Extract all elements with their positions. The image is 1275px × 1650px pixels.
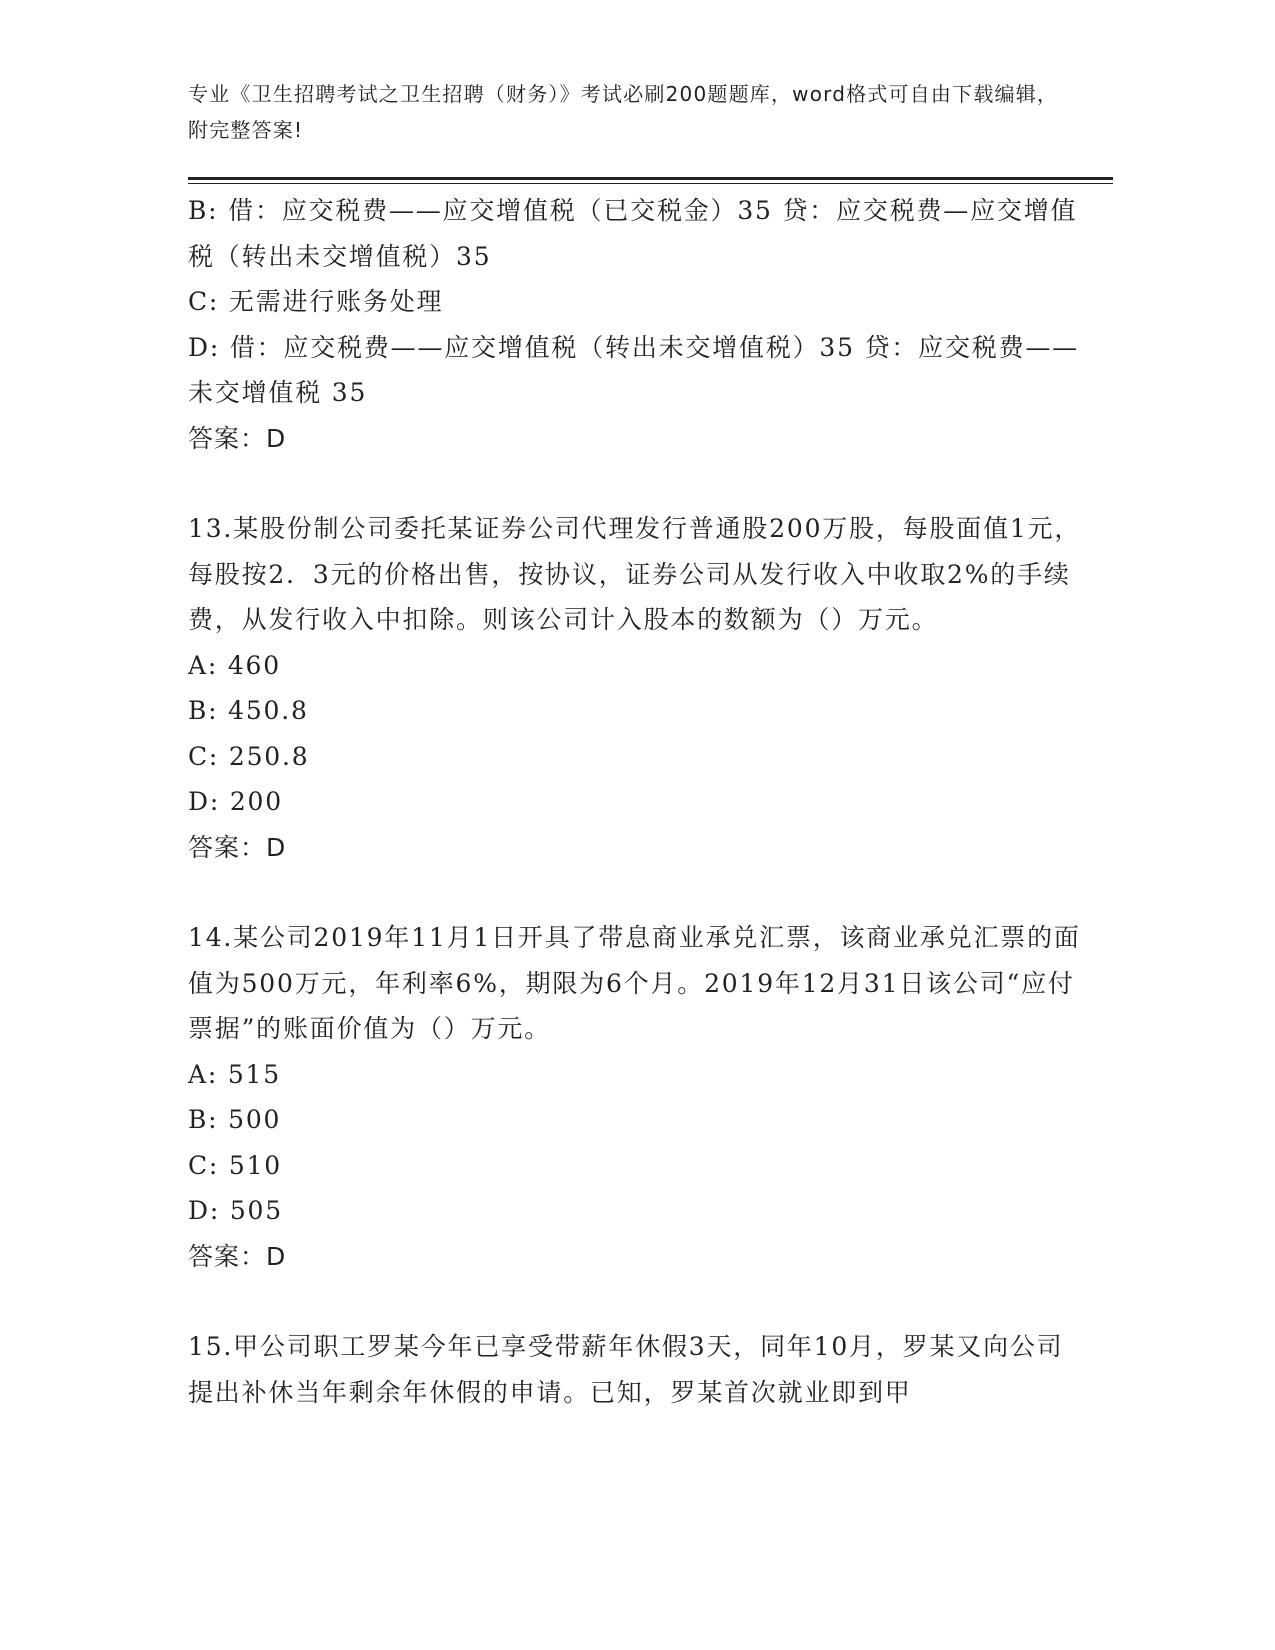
question-text: 14.某公司2019年11月1日开具了带息商业承兑汇票，该商业承兑汇票的面值为500万元，年利率6%，期限为6个月。2019年12月31日该公司“应付票据”的账面价值为（）万元。 bbox=[188, 923, 1081, 1043]
option-b: B: 500 bbox=[188, 1105, 282, 1134]
question-14 bbox=[188, 915, 1088, 1279]
option-d: D: 200 bbox=[188, 787, 283, 816]
page-header: 专业《卫生招聘考试之卫生招聘（财务）》考试必刷200题题库，word格式可自由下载编辑，附完整答案! bbox=[188, 82, 1059, 142]
option-b: B: 450.8 bbox=[188, 696, 309, 725]
option-b: B: 借：应交税费——应交增值税（已交税金）35 贷：应交税费—应交增值税（转出未交增值税）35 bbox=[188, 196, 1078, 271]
option-a: A: 515 bbox=[188, 1059, 281, 1089]
answer: 答案：D bbox=[188, 832, 287, 862]
question-12-continued bbox=[188, 188, 1088, 461]
question-text: 15.甲公司职工罗某今年已享受带薪年休假3天，同年10月，罗某又向公司提出补休当年剩余年休假的申请。已知，罗某首次就业即到甲 bbox=[188, 1332, 1064, 1407]
question-13 bbox=[188, 506, 1088, 870]
question-text: 13.某股份制公司委托某证券公司代理发行普通股200万股，每股面值1元，每股按2．3元的价格出售，按协议，证券公司从发行收入中收取2%的手续费，从发行收入中扣除。则该公司计入股本的数额为（）万元。 bbox=[188, 514, 1082, 634]
header-divider-thin bbox=[188, 183, 1113, 184]
header-divider bbox=[188, 177, 1113, 180]
option-c: C: 510 bbox=[188, 1150, 283, 1180]
option-c: C: 无需进行账务处理 bbox=[188, 287, 444, 316]
question-15 bbox=[188, 1324, 1088, 1415]
answer: 答案：D bbox=[188, 423, 287, 453]
document-body bbox=[188, 188, 1088, 1415]
option-c: C: 250.8 bbox=[188, 741, 310, 771]
answer: 答案：D bbox=[188, 1241, 287, 1271]
option-d: D: 借：应交税费——应交增值税（转出未交增值税）35 贷：应交税费——未交增值税 35 bbox=[188, 332, 1079, 407]
option-d: D: 505 bbox=[188, 1196, 283, 1225]
option-a: A: 460 bbox=[188, 650, 281, 680]
